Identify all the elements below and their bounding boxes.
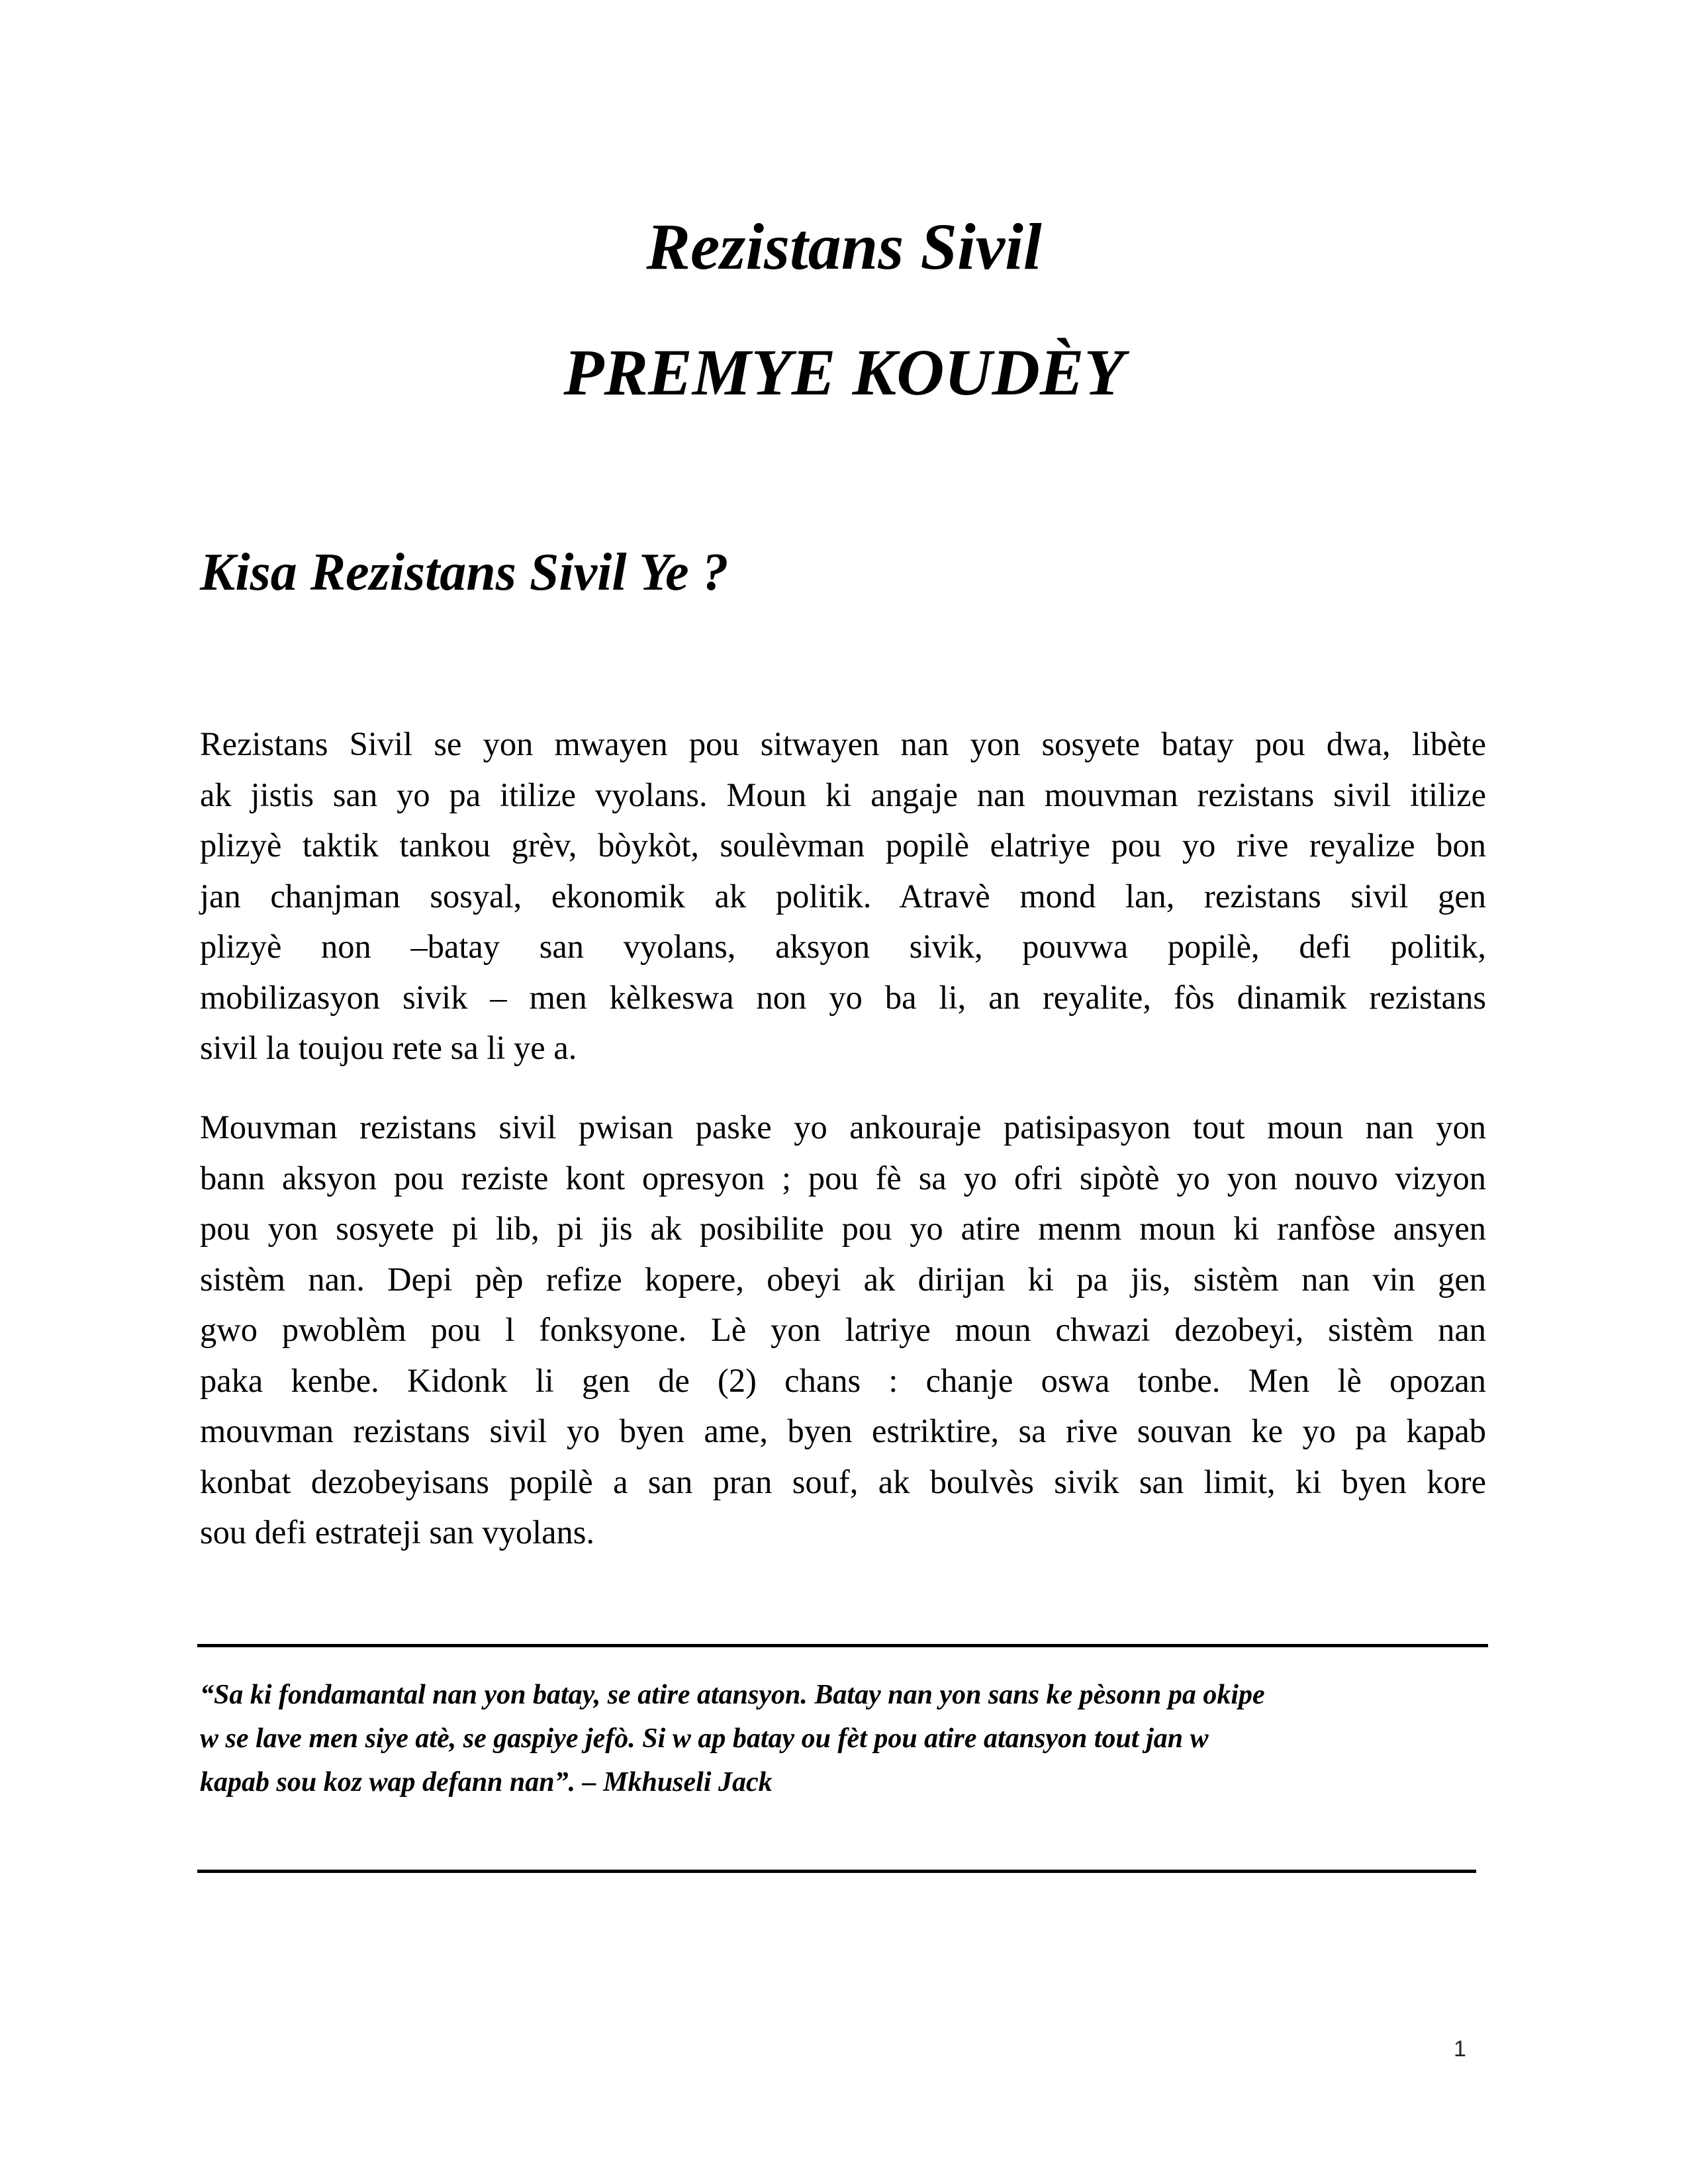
paragraph-line: plizyè non –batay san vyolans, aksyon sivik, pouvwa popilè, defi politik,: [200, 928, 1486, 965]
paragraph-line: pou yon sosyete pi lib, pi jis ak posibilite pou yo atire menm moun ki ranfòse ansyen: [200, 1210, 1486, 1247]
chapter-title: PREMYE KOUDÈY: [563, 336, 1125, 409]
paragraph-line: sistèm nan. Depi pèp refize kopere, obeyi ak dirijan ki pa jis, sistèm nan vin gen: [200, 1260, 1486, 1298]
section-heading: Kisa Rezistans Sivil Ye ?: [200, 543, 729, 602]
paragraph-line: jan chanjman sosyal, ekonomik ak politik. Atravè mond lan, rezistans sivil gen: [200, 877, 1486, 915]
paragraph-line: mouvman rezistans sivil yo byen ame, byen estriktire, sa rive souvan ke yo pa kapab: [200, 1412, 1486, 1449]
paragraph-line: paka kenbe. Kidonk li gen de (2) chans : chanje oswa tonbe. Men lè opozan: [200, 1361, 1486, 1399]
paragraph-line: mobilizasyon sivik – men kèlkeswa non yo ba li, an reyalite, fòs dinamik rezistans: [200, 978, 1486, 1016]
page-number: 1: [1454, 2036, 1466, 2062]
quote-divider-bottom: [197, 1870, 1476, 1873]
paragraph-line: sou defi estrateji san vyolans.: [200, 1514, 595, 1551]
pull-quote: [200, 1673, 1484, 1804]
paragraph-line: konbat dezobeyisans popilè a san pran souf, ak boulvès sivik san limit, ki byen kore: [200, 1463, 1486, 1500]
quote-line: w se lave men siye atè, se gaspiye jefò. Si w ap batay ou fèt pou atire atansyon tout jan w: [200, 1723, 1209, 1754]
document-title: Rezistans Sivil: [646, 210, 1042, 283]
paragraph-line: ak jistis san yo pa itilize vyolans. Moun ki angaje nan mouvman rezistans sivil itilize: [200, 776, 1486, 813]
quote-line: “Sa ki fondamantal nan yon batay, se atire atansyon. Batay nan yon sans ke pèsonn pa okipe: [200, 1680, 1265, 1710]
paragraph-line: Rezistans Sivil se yon mwayen pou sitwayen nan yon sosyete batay pou dwa, libète: [200, 725, 1486, 762]
body-paragraph-2: [200, 1102, 1486, 1558]
paragraph-line: Mouvman rezistans sivil pwisan paske yo ankouraje patisipasyon tout moun nan yon: [200, 1109, 1486, 1146]
paragraph-line: sivil la toujou rete sa li ye a.: [200, 1029, 577, 1066]
quote-line: kapab sou koz wap defann nan”. – Mkhuseli Jack: [200, 1767, 773, 1797]
paragraph-line: gwo pwoblèm pou l fonksyone. Lè yon latriye moun chwazi dezobeyi, sistèm nan: [200, 1311, 1486, 1348]
body-paragraph-1: [200, 719, 1486, 1073]
paragraph-line: bann aksyon pou reziste kont opresyon ; pou fè sa yo ofri sipòtè yo yon nouvo vizyon: [200, 1159, 1486, 1197]
paragraph-line: plizyè taktik tankou grèv, bòykòt, soulèvman popilè elatriye pou yo rive reyalize bon: [200, 827, 1486, 864]
quote-divider-top: [197, 1644, 1488, 1647]
